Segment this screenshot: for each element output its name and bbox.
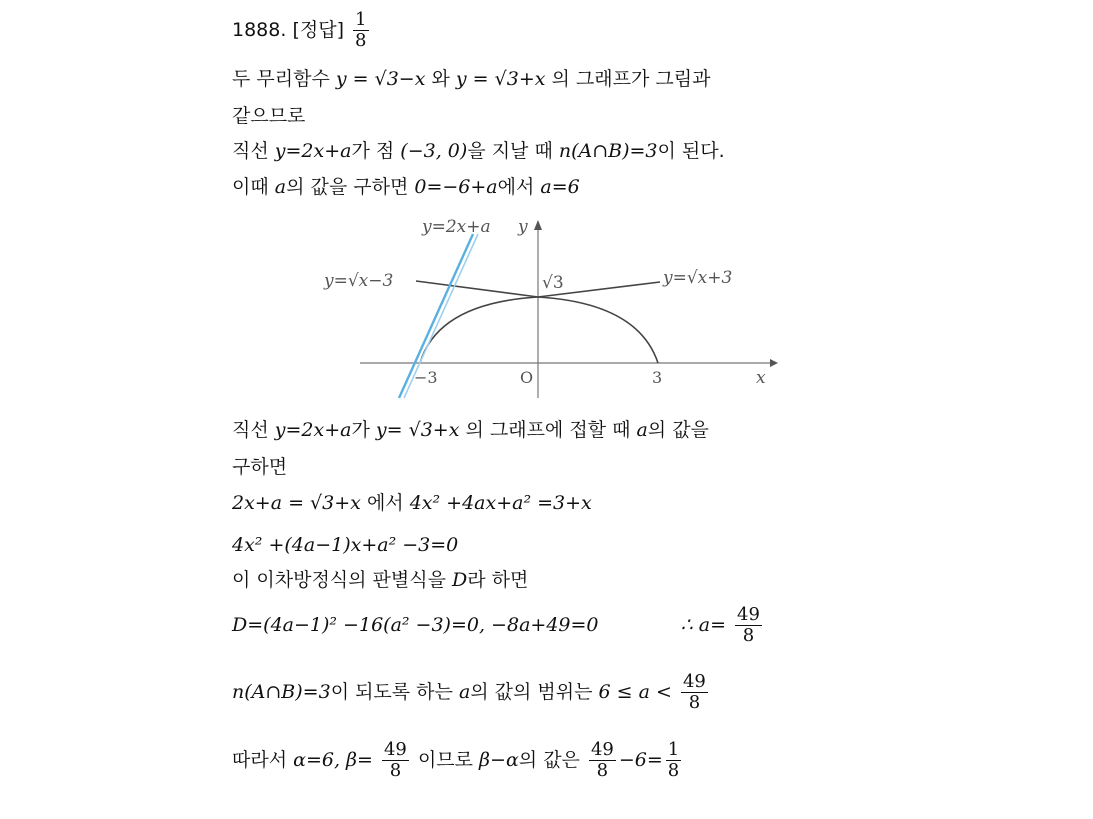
formula-sqrt-3-plus-x: y= √3+x [375, 419, 460, 441]
denominator: 8 [589, 760, 616, 781]
text: 의 값은 [518, 749, 580, 771]
tick-3: 3 [652, 368, 663, 387]
fraction-1-8 [666, 740, 681, 781]
y-axis-arrow-icon [534, 220, 542, 230]
label-y: y [518, 217, 528, 237]
problem-number: 1888. [232, 19, 287, 41]
text: 에서 [497, 176, 535, 198]
range: 6 ≤ a < [598, 681, 672, 703]
text: 의 그래프에 접할 때 [465, 419, 631, 441]
paragraph-3 [232, 138, 725, 164]
text: 의 값을 [647, 419, 709, 441]
text: 이때 [232, 176, 269, 198]
paragraph-10 [232, 605, 765, 646]
denominator: 8 [667, 760, 680, 781]
point: (−3, 0) [400, 140, 468, 162]
numerator: 49 [383, 739, 407, 760]
numerator: 49 [590, 739, 614, 760]
paragraph-9 [232, 567, 528, 593]
numerator: 49 [682, 671, 706, 692]
paragraph-2: 같으므로 [232, 105, 306, 127]
paragraph-8 [232, 532, 458, 558]
graph-figure [318, 208, 778, 404]
answer-fraction [353, 10, 368, 51]
text: 의 값의 범위는 [470, 681, 593, 703]
label-right-curve: y=√x+3 [663, 268, 733, 288]
variable-a: a [274, 176, 287, 198]
text: 의 값을 구하면 [286, 176, 409, 198]
formula-line: y=2x+a [274, 140, 352, 162]
problem-header [232, 10, 372, 51]
paragraph-1 [232, 66, 710, 92]
text: 따라서 [232, 749, 288, 771]
text: 이 이차방정식의 판별식을 [232, 569, 446, 591]
equation-1: 2x+a = √3+x [232, 492, 361, 514]
fraction-49-8 [382, 740, 409, 781]
equation-2: 4x² +4ax+a² =3+x [409, 492, 592, 514]
answer-tag: [정답] [292, 19, 344, 41]
text: 을 지날 때 [467, 140, 553, 162]
variable-a: a [458, 681, 471, 703]
alpha-beta: α=6, β= [293, 749, 373, 771]
fraction-49-8 [589, 740, 616, 781]
fraction-49-8 [681, 672, 708, 713]
paragraph-6: 구하면 [232, 456, 288, 478]
text: 가 점 [351, 140, 395, 162]
denominator: 8 [735, 625, 762, 646]
result: a=6 [540, 176, 580, 198]
text: 가 [351, 419, 370, 441]
tick-origin: O [520, 368, 534, 387]
answer-denominator: 8 [355, 30, 367, 51]
minus-six: −6= [618, 749, 663, 771]
therefore-result: ∴ a= [680, 614, 726, 636]
denominator: 8 [382, 760, 409, 781]
numerator: 49 [737, 604, 760, 625]
tick-neg3: −3 [414, 368, 438, 387]
fraction-49-8 [735, 605, 762, 646]
paragraph-11 [232, 672, 711, 713]
label-left-curve: y=√x−3 [324, 271, 394, 291]
text: 에서 [366, 492, 404, 514]
variable-D: D [452, 569, 468, 591]
text: 의 그래프가 그림과 [551, 68, 711, 90]
answer-numerator: 1 [355, 9, 367, 30]
label-sqrt3: √3 [542, 273, 564, 293]
curve-lower [420, 297, 658, 363]
x-axis-arrow-icon [770, 359, 778, 367]
label-x: x [756, 368, 766, 388]
paragraph-7 [232, 490, 592, 516]
text: 라 하면 [467, 569, 529, 591]
formula-sqrt-3-plus-x: y = √3+x [455, 68, 546, 90]
formula-intersection: n(A∩B)=3 [232, 681, 331, 703]
paragraph-5 [232, 417, 709, 443]
text: 이므로 [417, 749, 473, 771]
text: 와 [431, 68, 450, 90]
formula-intersection: n(A∩B)=3 [558, 140, 658, 162]
equation-quadratic: 4x² +(4a−1)x+a² −3=0 [232, 534, 459, 556]
text: 두 무리함수 [232, 68, 330, 90]
text: 이 되도록 하는 [330, 681, 453, 703]
text: 직선 [232, 140, 269, 162]
formula-line: y=2x+a [274, 419, 352, 441]
beta-minus-alpha: β−α [479, 749, 519, 771]
equation: 0=−6+a [414, 176, 498, 198]
discriminant-equation: D=(4a−1)² −16(a² −3)=0, −8a+49=0 [232, 614, 599, 636]
formula-sqrt-3-minus-x: y = √3−x [335, 68, 426, 90]
variable-a: a [636, 419, 648, 441]
paragraph-4 [232, 174, 580, 200]
text: 직선 [232, 419, 269, 441]
label-line: y=2x+a [422, 217, 491, 237]
paragraph-12 [232, 740, 684, 781]
numerator: 1 [667, 739, 680, 760]
text: 이 된다. [657, 140, 725, 162]
denominator: 8 [681, 692, 708, 713]
